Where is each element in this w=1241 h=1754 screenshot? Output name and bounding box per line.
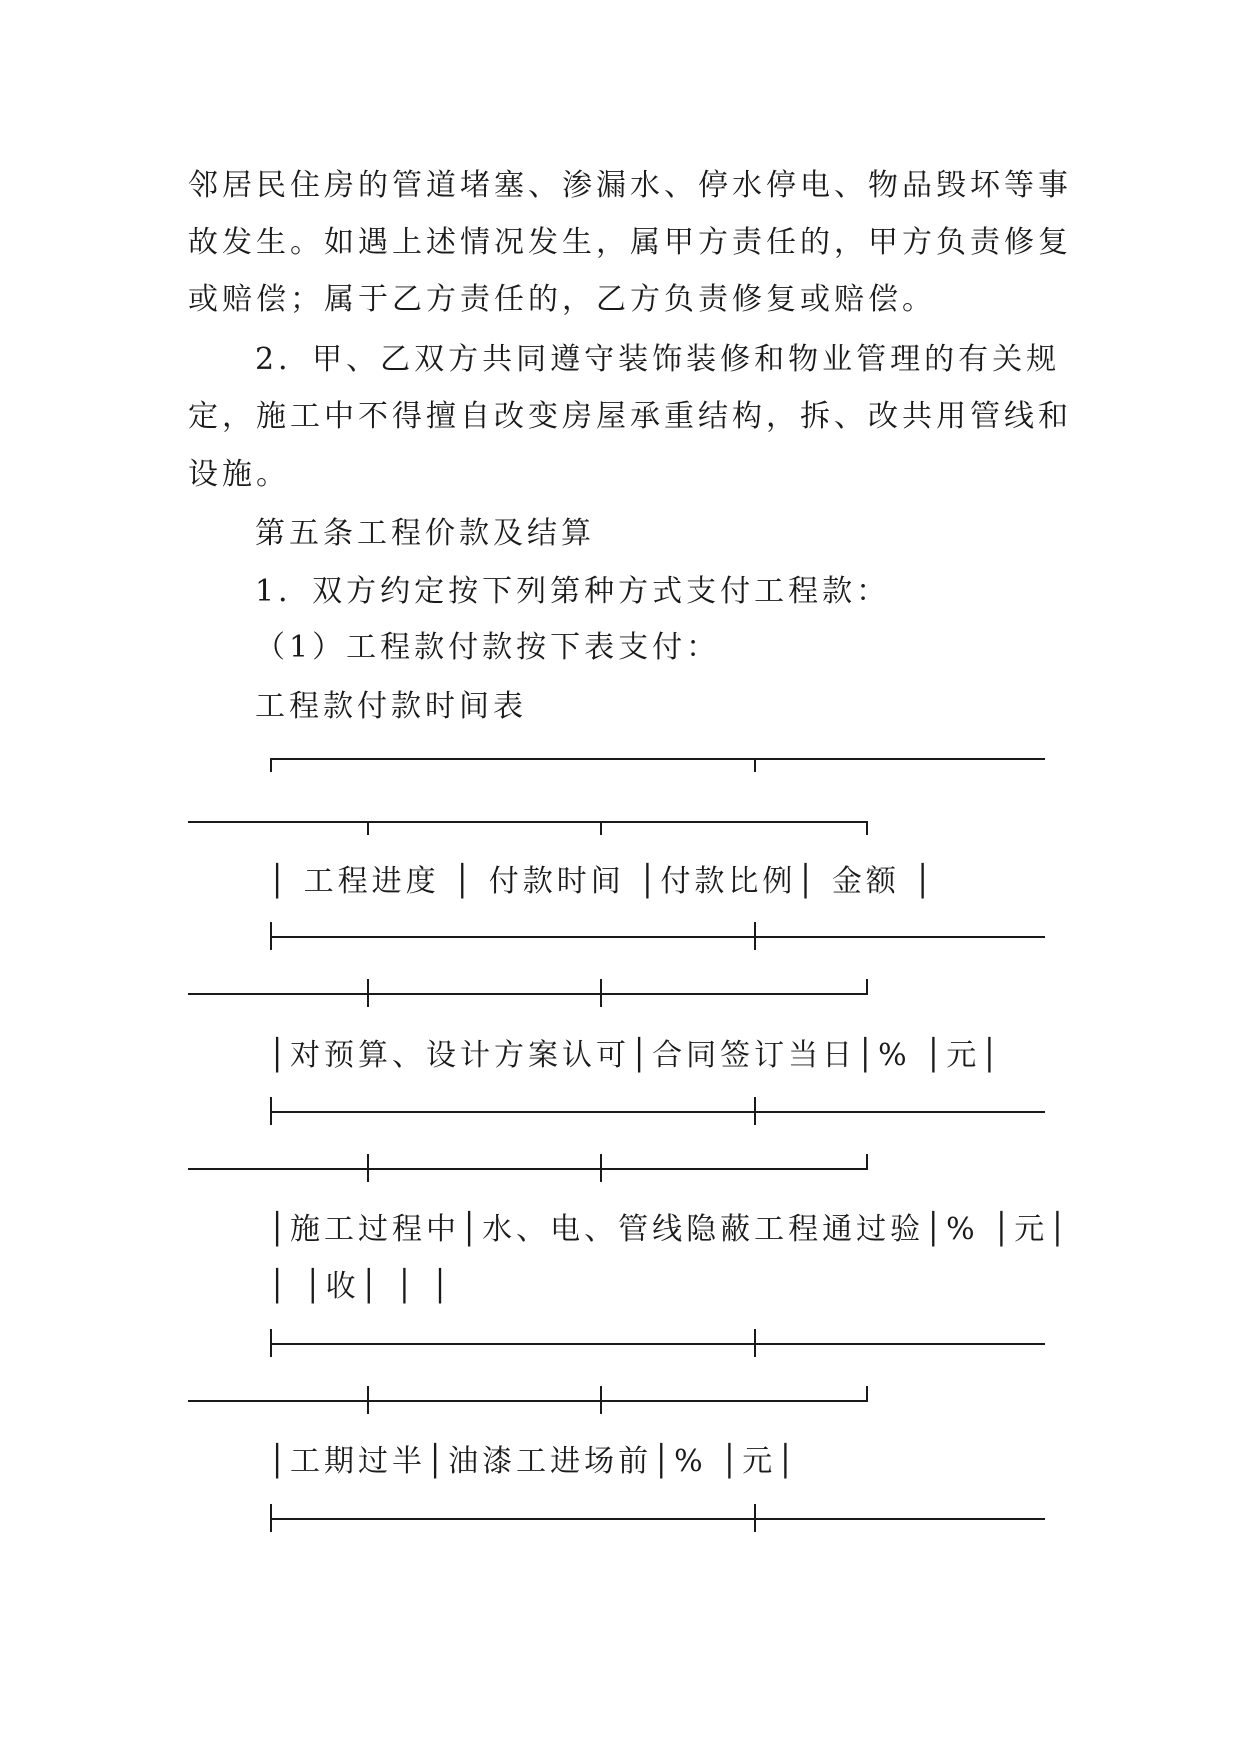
paragraph-1-line-1: 邻居民住房的管道堵塞、渗漏水、停水停电、物品毁坏等事 [188,168,1072,203]
table-title: 工程款付款时间表 [255,689,527,724]
table-rule [270,1111,1045,1113]
table-rule [270,1518,1045,1520]
paragraph-2-line-1: 2．甲、乙双方共同遵守装饰装修和物业管理的有关规 [255,342,1061,377]
table-rule-tick [367,821,369,835]
item-1: 1．双方约定按下列第种方式支付工程款： [255,574,891,609]
table-rule [188,1400,868,1402]
table-rule-tick [754,1504,756,1532]
table-rule-tick [367,1386,369,1414]
table-rule [188,821,868,823]
table-rule-tick [600,821,602,835]
table-rule-tick [270,758,272,772]
table-rule-tick [270,922,272,950]
table-rule-tick [270,1504,272,1532]
table-rule-tick [270,1097,272,1125]
table-rule-tick [270,1329,272,1357]
table-rule [188,993,868,995]
table-rule [188,1168,868,1170]
table-rule-tick [600,979,602,1007]
table-rule [270,1343,1045,1345]
table-rule-tick [866,1386,868,1400]
item-1-1: （1）工程款付款按下表支付： [255,630,721,665]
table-row-continuation: │ │收│ │ │ [268,1269,453,1304]
paragraph-2-line-3: 设施。 [188,457,290,492]
table-row: │工期过半│油漆工进场前│% │元│ [268,1444,799,1479]
table-rule-tick [866,821,868,835]
table-row: │对预算、设计方案认可│合同签订当日│% │元│ [268,1038,1003,1073]
table-rule [270,758,1045,760]
table-rule-tick [367,1154,369,1182]
table-rule-tick [754,922,756,950]
table-row: │施工过程中│水、电、管线隐蔽工程通过验│% │元│ [268,1212,1071,1247]
article-5-heading: 第五条工程价款及结算 [255,516,595,551]
table-rule-tick [866,1154,868,1168]
table-rule-tick [600,1386,602,1414]
paragraph-2-line-2: 定，施工中不得擅自改变房屋承重结构，拆、改共用管线和 [188,399,1072,434]
table-rule [270,936,1045,938]
table-rule-tick [754,1329,756,1357]
paragraph-1-line-2: 故发生。如遇上述情况发生，属甲方责任的，甲方负责修复 [188,225,1072,260]
paragraph-1-line-3: 或赔偿；属于乙方责任的，乙方负责修复或赔偿。 [188,282,936,317]
table-rule-tick [866,979,868,993]
table-rule-tick [600,1154,602,1182]
table-rule-tick [754,758,756,772]
table-rule-tick [367,979,369,1007]
table-rule-tick [754,1097,756,1125]
table-header-row: │ 工程进度 │ 付款时间 │付款比例│ 金额 │ [268,864,936,899]
